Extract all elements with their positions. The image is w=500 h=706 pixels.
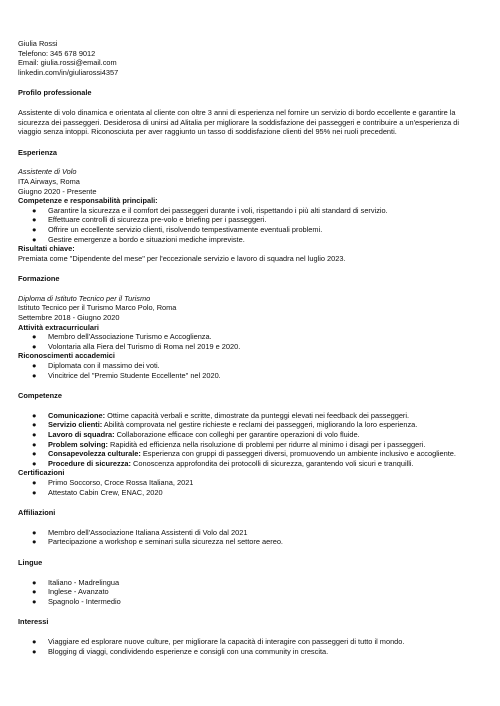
education-section [18, 274, 482, 380]
list-item: ● Servizio clienti: Abilità comprovata nel gestire richieste e reclami dei passeggeri, migliorando la loro esperienza. [32, 420, 418, 430]
bullet-icon: ● [32, 596, 37, 606]
bullet-icon: ● [32, 577, 37, 587]
bullet-icon: ● [32, 370, 37, 380]
list-item: ● Procedure di sicurezza: Conoscenza approfondita dei protocolli di sicurezza, garantendo voli sicuri e tranquilli. [32, 458, 414, 468]
profile-section [18, 88, 482, 136]
list-item: ● Blogging di viaggi, condividendo esperienze e consigli con una community in crescita. [32, 646, 329, 656]
experience-role: Assistente di Volo [18, 167, 77, 177]
section-title-experience: Esperienza [18, 147, 58, 157]
contact-block [18, 39, 482, 77]
education-activities-list [18, 332, 482, 351]
contact-phone: Telefono: 345 678 9012 [18, 48, 96, 58]
bullet-icon: ● [32, 420, 37, 430]
bullet-icon: ● [32, 410, 37, 420]
bullet-icon: ● [32, 439, 37, 449]
list-item: ● Vincitrice del "Premio Studente Eccellente" nel 2020. [32, 370, 221, 380]
list-item: ● Diplomata con il massimo dei voti. [32, 361, 160, 371]
bullet-icon: ● [32, 361, 37, 371]
education-awards-title: Riconoscimenti accademici [18, 351, 115, 361]
experience-duties-title: Competenze e responsabilità principali: [18, 196, 158, 206]
contact-linkedin: linkedin.com/in/giuliarossi4357 [18, 67, 119, 77]
bullet-icon: ● [32, 646, 37, 656]
skills-certs-title: Certificazioni [18, 468, 65, 478]
list-item: ● Lavoro di squadra: Collaborazione efficace con colleghi per garantire operazioni di volo fluide. [32, 430, 360, 439]
bullet-icon: ● [32, 215, 37, 225]
list-item: ● Comunicazione: Ottime capacità verbali e scritte, dimostrate da punteggi elevati nei feedback dei passeggeri. [32, 410, 410, 420]
profile-text: Assistente di volo dinamica e orientata al cliente con oltre 3 anni di esperienza nel fornire un servizio di bordo eccellente e garantire la sicurezza dei passeggeri. Desiderosa di unirsi ad Alitalia per migliorare la soddisfazione dei passeggeri e contribuire a un'esperienza di viaggio senza intoppi. Riconosciuta per aver raggiunto un tasso di soddisfazione clienti del 95% nei ruoli precedenti. [18, 107, 459, 137]
bullet-icon: ● [32, 636, 37, 646]
list-item: ● Viaggiare ed esplorare nuove culture, per migliorare la capacità di interagire con passeggeri di tutto il mondo. [32, 636, 405, 646]
contact-email: Email: giulia.rossi@email.com [18, 58, 117, 68]
bullet-icon: ● [32, 341, 37, 351]
bullet-icon: ● [32, 477, 37, 487]
list-item: ● Volontaria alla Fiera del Turismo di Roma nel 2019 e 2020. [32, 341, 241, 351]
list-item: ● Membro dell'Associazione Turismo e Accoglienza. [32, 332, 212, 342]
experience-company: ITA Airways, Roma [18, 176, 80, 186]
section-title-skills: Competenze [18, 391, 62, 401]
list-item: ● Offrire un eccellente servizio clienti, risolvendo tempestivamente eventuali problemi. [32, 224, 323, 234]
list-item: ● Garantire la sicurezza e il comfort dei passeggeri durante i voli, rispettando i più alti standard di servizio. [32, 205, 388, 215]
languages-section [18, 558, 482, 606]
bullet-icon: ● [32, 458, 37, 468]
bullet-icon: ● [32, 332, 37, 342]
bullet-icon: ● [32, 537, 37, 547]
list-item: ● Italiano - Madrelingua [32, 577, 120, 587]
list-item: ● Problem solving: Rapidità ed efficienza nella risoluzione di problemi per ridurre al minimo i disagi per i passeggeri. [32, 439, 426, 449]
education-period: Settembre 2018 - Giugno 2020 [18, 313, 120, 323]
section-title-affiliations: Affiliazioni [18, 508, 56, 518]
section-title-profile: Profilo professionale [18, 88, 92, 98]
languages-list [18, 578, 482, 607]
skills-certs-list [18, 478, 482, 497]
list-item: ● Spagnolo - Intermedio [32, 596, 121, 606]
list-item: ● Consapevolezza culturale: Esperienza con gruppi di passeggeri diversi, promuovendo un ambiente inclusivo e accogliente. [32, 449, 456, 459]
bullet-icon: ● [32, 449, 37, 459]
bullet-icon: ● [32, 430, 37, 439]
experience-results-text: Premiata come "Dipendente del mese" per l'eccezionale servizio e lavoro di squadra nel luglio 2023. [18, 253, 346, 263]
bullet-icon: ● [32, 527, 37, 537]
bullet-icon: ● [32, 234, 37, 244]
experience-duties-list [18, 206, 482, 244]
list-item: ● Attestato Cabin Crew, ENAC, 2020 [32, 487, 163, 497]
bullet-icon: ● [32, 487, 37, 497]
affiliations-section [18, 508, 482, 547]
list-item: ● Gestire emergenze a bordo e situazioni mediche impreviste. [32, 234, 245, 244]
interests-section [18, 617, 482, 656]
list-item: ● Primo Soccorso, Croce Rossa Italiana, 2021 [32, 477, 194, 487]
education-activities-title: Attività extracurriculari [18, 322, 99, 332]
interests-list [18, 637, 482, 656]
list-item: ● Membro dell'Associazione Italiana Assistenti di Volo dal 2021 [32, 527, 248, 537]
contact-name: Giulia Rossi [18, 39, 58, 48]
skills-section [18, 391, 482, 497]
experience-period: Giugno 2020 - Presente [18, 186, 97, 196]
list-item: ● Inglese - Avanzato [32, 587, 109, 597]
section-title-languages: Lingue [18, 557, 43, 567]
education-awards-list [18, 361, 482, 380]
resume-page [18, 39, 482, 656]
education-school: Istituto Tecnico per il Turismo Marco Polo, Roma [18, 303, 177, 313]
section-title-interests: Interessi [18, 617, 49, 627]
bullet-icon: ● [32, 205, 37, 215]
list-item: ● Effettuare controlli di sicurezza pre-volo e briefing per i passeggeri. [32, 215, 267, 225]
experience-section [18, 148, 482, 264]
education-degree: Diploma di Istituto Tecnico per il Turismo [18, 293, 151, 303]
affiliations-list [18, 528, 482, 547]
experience-results-title: Risultati chiave: [18, 244, 75, 254]
list-item: ● Partecipazione a workshop e seminari sulla sicurezza nel settore aereo. [32, 537, 283, 547]
section-title-education: Formazione [18, 274, 60, 284]
skills-list [18, 411, 482, 469]
bullet-icon: ● [32, 587, 37, 597]
bullet-icon: ● [32, 224, 37, 234]
